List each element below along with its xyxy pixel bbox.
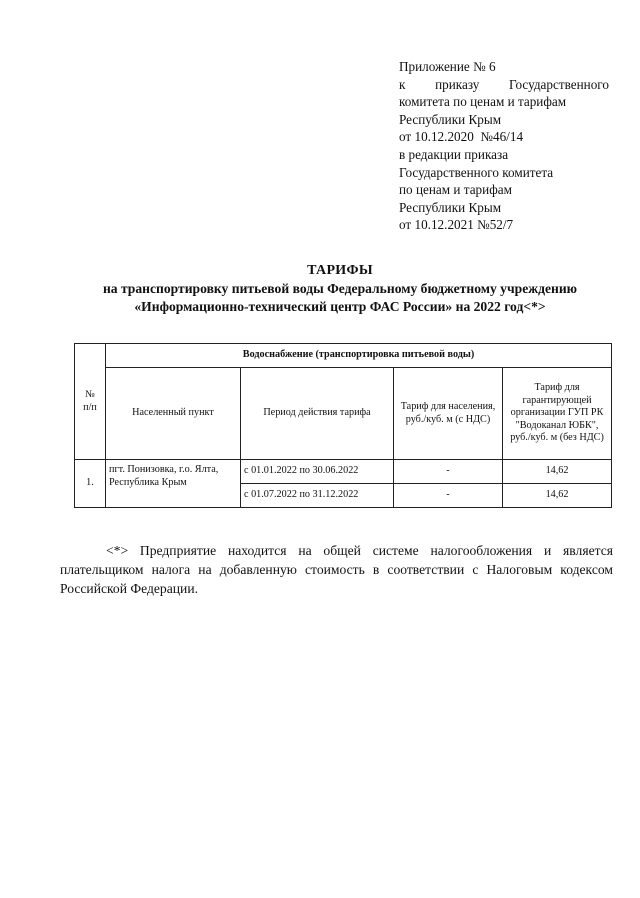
row-tariff-population: - [394, 460, 503, 484]
header-group-water-supply: Водоснабжение (транспортировка питьевой воды) [106, 344, 612, 368]
appendix-line: Приложение № 6 [399, 59, 496, 74]
appendix-line: по ценам и тарифам [399, 182, 512, 198]
header-tariff-population: Тариф для населения, руб./куб. м (с НДС) [394, 368, 503, 460]
header-num: № п/п [75, 344, 106, 460]
table-row [75, 460, 612, 484]
appendix-line: в редакции приказа [399, 146, 509, 162]
row-locality: пгт. Понизовка, г.о. Ялта, Республика Крым [106, 460, 241, 508]
footnote-text: <*> Предприятие находится на общей системе налогообложения и является плательщиком налога на добавленную стоимость в соответствии с Налоговым кодексом Российской Федерации. [60, 543, 613, 596]
appendix-line-justified [399, 76, 609, 94]
header-period: Период действия тарифа [241, 368, 394, 460]
document-subtitle-line-1: на транспортировку питьевой воды Федеральному бюджетному учреждению [102, 281, 578, 296]
footnote [60, 541, 613, 598]
row-tariff-guarantee: 14,62 [503, 460, 612, 484]
row-tariff-population: - [394, 484, 503, 508]
appendix-line: Республики Крым [399, 199, 502, 215]
document-heading [60, 262, 620, 316]
appendix-word: приказу [435, 76, 480, 92]
appendix-word: Государственного [509, 76, 609, 92]
row-num: 1. [75, 460, 106, 508]
appendix-line: Государственного комитета [399, 164, 554, 180]
appendix-line: от 10.12.2020 №46/14 [399, 129, 524, 145]
document-title: ТАРИФЫ [307, 263, 373, 278]
row-tariff-guarantee: 14,62 [503, 484, 612, 508]
row-period: с 01.07.2022 по 31.12.2022 [241, 484, 394, 508]
header-locality: Населенный пункт [106, 368, 241, 460]
appendix-line: от 10.12.2021 №52/7 [399, 217, 514, 233]
appendix-block [399, 58, 609, 234]
appendix-word: к [399, 76, 406, 92]
tariff-table [74, 343, 612, 508]
header-tariff-guarantee: Тариф для гарантирующей организации ГУП РК "Водоканал ЮБК", руб./куб. м (без НДС) [503, 368, 612, 460]
document-subtitle-line-2: «Информационно-технический центр ФАС России» на 2022 год<*> [134, 299, 546, 314]
appendix-line: комитета по ценам и тарифам [399, 94, 567, 110]
appendix-line: Республики Крым [399, 111, 502, 127]
row-period: с 01.01.2022 по 30.06.2022 [241, 460, 394, 484]
